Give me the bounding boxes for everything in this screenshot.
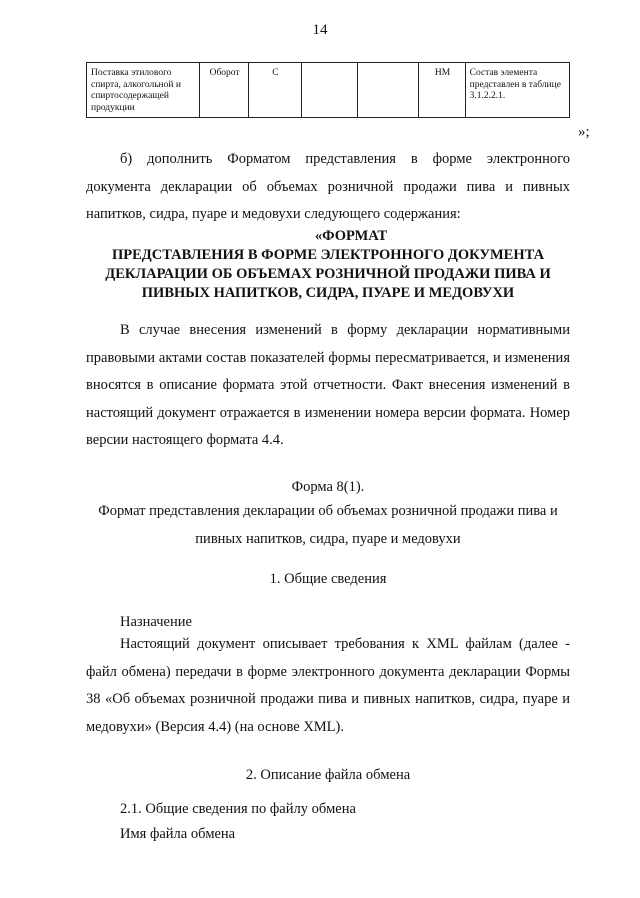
purpose-heading: Назначение [120,614,192,630]
element-table [86,62,570,118]
table-cell: НМ [419,63,465,118]
form-description-line1: Формат представления декларации об объемах розничной продажи пива и [98,503,558,519]
table-cell [302,63,358,118]
table-cell: Оборот [200,63,248,118]
format-title [86,227,570,303]
format-title-rest: ПРЕДСТАВЛЕНИЯ В ФОРМЕ ЭЛЕКТРОННОГО ДОКУМЕНТА ДЕКЛАРАЦИИ ОБ ОБЪЕМАХ РОЗНИЧНОЙ ПРОДАЖИ ПИВА И ПИВНЫХ НАПИТКОВ, СИДРА, ПУАРЕ И МЕДОВУХИ [105,247,551,301]
table-cell [358,63,419,118]
section-heading-1: 1. Общие сведения [269,571,387,587]
table-cell: Состав элемента представлен в таблице 3.1.2.2.1. [465,63,569,118]
page-number: 14 [312,22,328,38]
form-description [86,498,570,553]
table-cell: Поставка этилового спирта, алкогольной и спиртосодержащей продукции [87,63,200,118]
format-title-line1: «ФОРМАТ [314,228,388,244]
file-name-heading: Имя файла обмена [120,826,236,842]
paragraph-b: б) дополнить Форматом представления в форме электронного документа декларации об объемах розничной продажи пива и пивных напитков, сидра, пуаре и медовухи следующего содержания: [86,151,570,222]
form-label: Форма 8(1). [291,479,365,495]
section-heading-2: 2. Описание файла обмена [245,767,411,783]
form-description-line2: пивных напитков, сидра, пуаре и медовухи [195,530,461,547]
subsection-heading: 2.1. Общие сведения по файлу обмена [120,801,356,817]
purpose-paragraph: Настоящий документ описывает требования к XML файлам (далее - файл обмена) передачи в форме электронного документа декларации Формы 38 «Об объемах розничной продажи пива и пивных напитков, сидра, пуаре и медовухи» (Версия 4.4) (на основе XML). [86,636,570,735]
intro-paragraph: В случае внесения изменений в форму декларации нормативными правовыми актами состав показателей формы пересматривается, и изменения вносятся в описание формата этой отчетности. Факт внесения изменений в настоящий документ отражается в изменении номера версии формата. Номер версии настоящего формата 4.4. [86,322,570,448]
table-cell: С [248,63,302,118]
table-row [87,63,570,118]
closing-quote: »; [578,124,590,140]
